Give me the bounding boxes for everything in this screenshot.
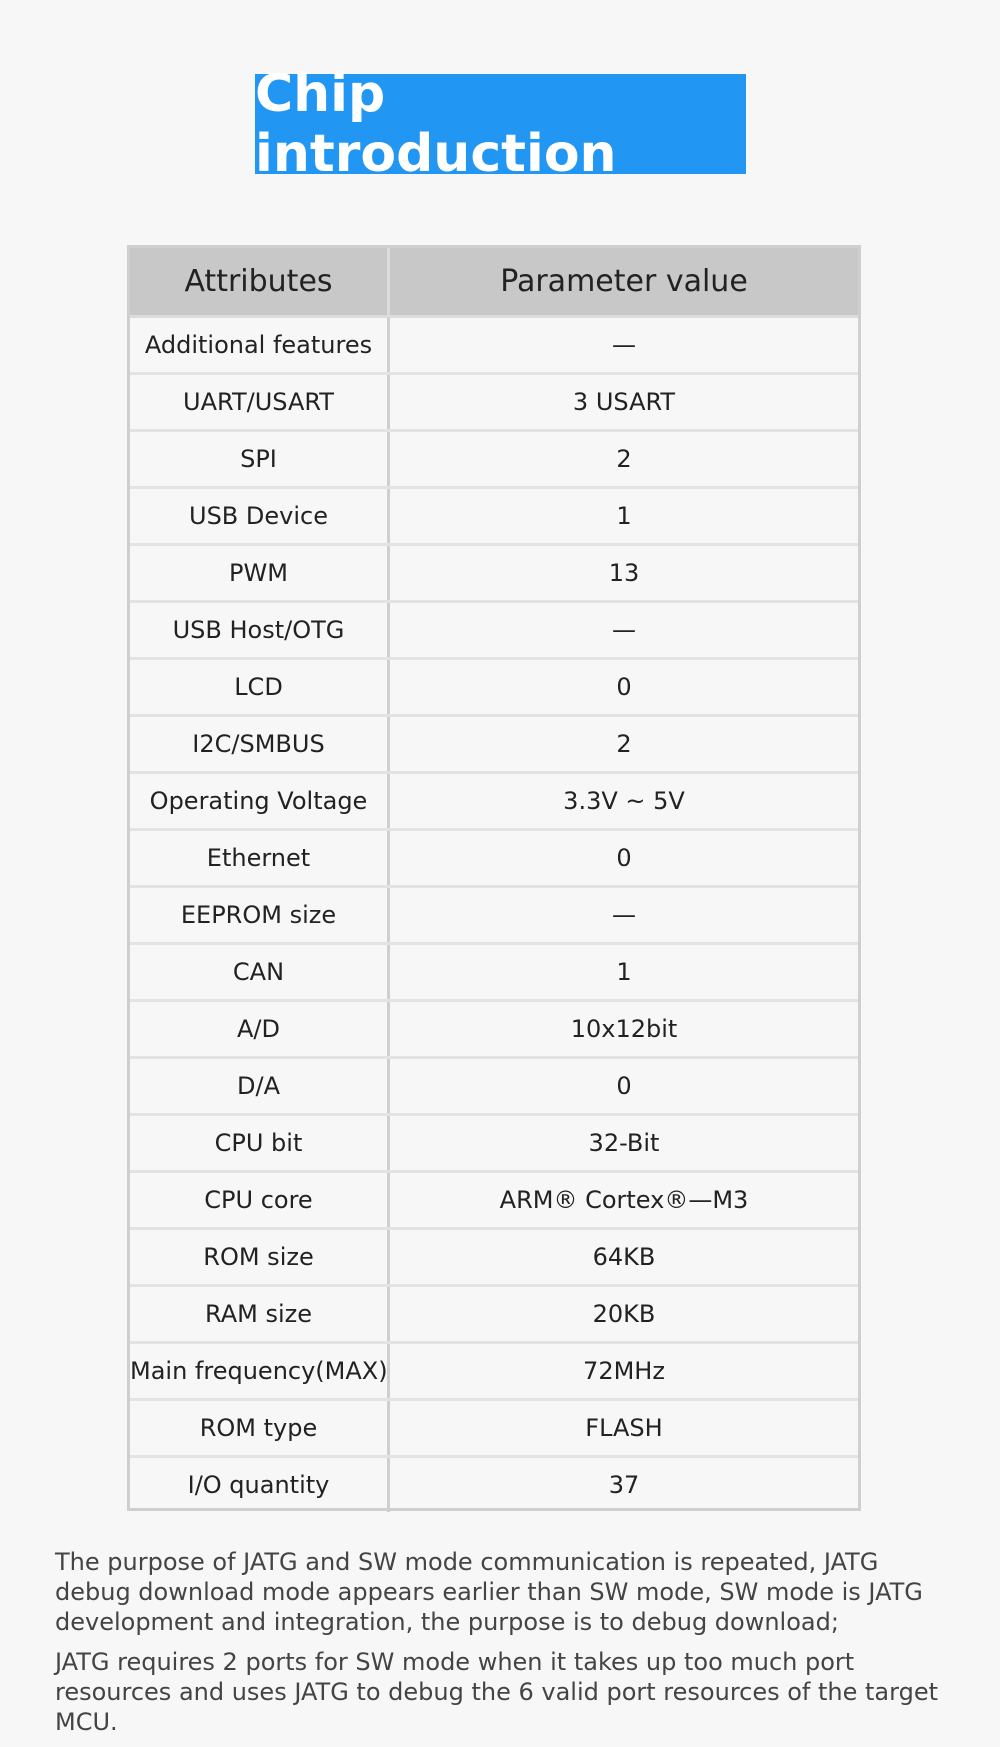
value-cell: — — [389, 602, 859, 659]
table-row — [130, 545, 858, 602]
attribute-cell: Ethernet — [130, 830, 389, 887]
table-row — [130, 1286, 858, 1343]
attribute-cell: USB Host/OTG — [130, 602, 389, 659]
value-cell: 3 USART — [389, 374, 859, 431]
table-row — [130, 1001, 858, 1058]
value-cell: FLASH — [389, 1400, 859, 1457]
title-banner — [255, 64, 746, 184]
table-row — [130, 944, 858, 1001]
page-title: Chip introduction — [255, 64, 617, 184]
table-row — [130, 1343, 858, 1400]
value-cell: 1 — [389, 488, 859, 545]
value-cell: — — [389, 317, 859, 374]
attribute-cell: UART/USART — [130, 374, 389, 431]
table-row — [130, 602, 858, 659]
attribute-cell: ROM type — [130, 1400, 389, 1457]
attribute-cell: Operating Voltage — [130, 773, 389, 830]
table-row — [130, 431, 858, 488]
table-row — [130, 1058, 858, 1115]
attribute-cell: RAM size — [130, 1286, 389, 1343]
attribute-cell: ROM size — [130, 1229, 389, 1286]
value-cell: ARM® Cortex®—M3 — [389, 1172, 859, 1229]
table-row — [130, 716, 858, 773]
table-row — [130, 1172, 858, 1229]
note-paragraph: The purpose of JATG and SW mode communication is repeated, JATG debug download mode appears earlier than SW mode, SW mode is JATG development and integration, the purpose is to debug download; — [55, 1548, 923, 1636]
value-cell: 0 — [389, 1058, 859, 1115]
attribute-cell: USB Device — [130, 488, 389, 545]
table-header-row — [130, 248, 858, 317]
value-cell: 3.3V ~ 5V — [389, 773, 859, 830]
spec-table-container — [127, 245, 861, 1511]
value-cell: 0 — [389, 659, 859, 716]
table-row — [130, 830, 858, 887]
attribute-cell: A/D — [130, 1001, 389, 1058]
attribute-cell: CPU core — [130, 1172, 389, 1229]
attribute-cell: SPI — [130, 431, 389, 488]
attribute-cell: I/O quantity — [130, 1457, 389, 1513]
table-row — [130, 887, 858, 944]
value-cell: 64KB — [389, 1229, 859, 1286]
attribute-cell: CPU bit — [130, 1115, 389, 1172]
table-row — [130, 1400, 858, 1457]
table-body — [130, 317, 858, 1513]
table-row — [130, 488, 858, 545]
value-cell: 20KB — [389, 1286, 859, 1343]
table-row — [130, 374, 858, 431]
header-parameter-value: Parameter value — [389, 248, 859, 317]
value-cell: 1 — [389, 944, 859, 1001]
table-row — [130, 659, 858, 716]
table-row — [130, 773, 858, 830]
value-cell: 2 — [389, 431, 859, 488]
header-attributes: Attributes — [130, 248, 389, 317]
note-paragraph: JATG requires 2 ports for SW mode when it takes up too much port resources and uses JATG to debug the 6 valid port resources of the target MCU. — [55, 1648, 938, 1736]
attribute-cell: I2C/SMBUS — [130, 716, 389, 773]
attribute-cell: Additional features — [130, 317, 389, 374]
attribute-cell: D/A — [130, 1058, 389, 1115]
attribute-cell: CAN — [130, 944, 389, 1001]
table-row — [130, 1229, 858, 1286]
attribute-cell: EEPROM size — [130, 887, 389, 944]
value-cell: 2 — [389, 716, 859, 773]
spec-table — [130, 248, 858, 1512]
value-cell: 37 — [608, 1471, 640, 1499]
value-cell: — — [389, 887, 859, 944]
attribute-cell: Main frequency(MAX) — [130, 1343, 389, 1400]
attribute-cell: PWM — [130, 545, 389, 602]
notes-section — [55, 1547, 955, 1747]
value-cell: 0 — [389, 830, 859, 887]
value-cell: 10x12bit — [389, 1001, 859, 1058]
table-row — [130, 317, 858, 374]
value-cell: 13 — [389, 545, 859, 602]
value-cell: 32-Bit — [389, 1115, 859, 1172]
attribute-cell: LCD — [130, 659, 389, 716]
table-row — [130, 1115, 858, 1172]
value-cell: 72MHz — [389, 1343, 859, 1400]
table-row — [130, 1457, 858, 1513]
